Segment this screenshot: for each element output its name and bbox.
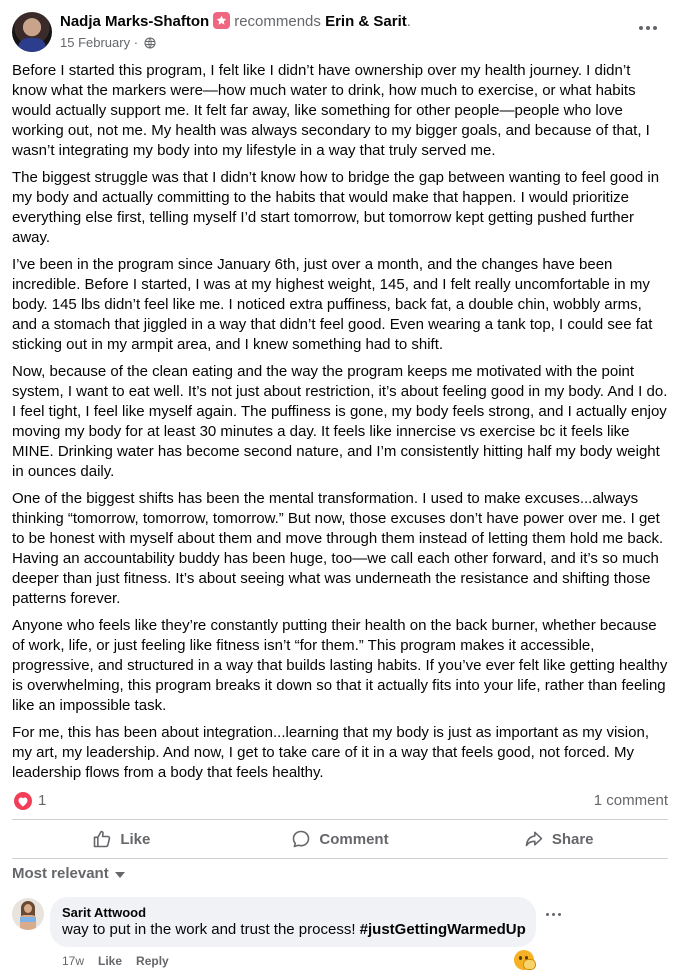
reaction-count[interactable]: 1 [38, 792, 47, 809]
comment-count-link[interactable]: 1 comment [593, 792, 668, 809]
comment-meta [62, 954, 169, 968]
recommends-text: recommends [234, 13, 321, 30]
share-icon [524, 829, 544, 849]
comment-reply-button[interactable]: Reply [136, 954, 169, 968]
post-more-button[interactable] [634, 18, 662, 38]
comment-icon [291, 829, 311, 849]
post-paragraph: The biggest struggle was that I didn’t know how to bridge the gap between wanting to feel good in my body and actually committing to the habits that would make that happen. I would prioritize everything else first, telling myself I’d start tomorrow, but tomorrow kept getting pushed further away. [12, 169, 660, 246]
post-date[interactable]: 15 February [60, 35, 131, 50]
post-paragraph: Now, because of the clean eating and the way the program keeps me motivated with the point system, I want to eat well. It’s not just about restriction, it’s about feeling good in my body. And I do. I feel tight, I feel like myself again. The puffiness is gone, my body feels strong, and I actually enjoy moving my body for at least 30 minutes a day. It feels like innercise vs exercise bc it feels like MINE. Drinking water has become second nature, and I’m consistently hitting half my body weight in ounces daily. [12, 363, 668, 480]
meta-separator: · [133, 35, 139, 50]
post-meta [60, 35, 156, 53]
author-line [60, 12, 411, 32]
author-avatar[interactable] [12, 12, 52, 52]
hashtag-link[interactable]: #justGettingWarmedUp [359, 921, 526, 938]
chevron-down-icon [115, 872, 125, 878]
comment-bubble [50, 897, 536, 947]
share-button[interactable] [449, 821, 668, 857]
sort-label: Most relevant [12, 865, 109, 882]
post-header [0, 0, 680, 60]
share-label: Share [551, 830, 594, 848]
post-text [12, 61, 668, 790]
like-button[interactable] [12, 821, 231, 857]
like-label: Like [120, 830, 151, 848]
divider [12, 819, 668, 820]
hug-emoji-icon[interactable] [514, 950, 534, 970]
author-name[interactable]: Nadja Marks-Shafton [60, 13, 210, 30]
comment-more-button[interactable] [546, 913, 561, 916]
star-badge-icon [213, 12, 230, 29]
commenter-name[interactable]: Sarit Attwood [62, 905, 147, 920]
target-suffix: . [406, 13, 411, 30]
recommended-page-link[interactable]: Erin & Sarit [325, 13, 407, 30]
comment-like-button[interactable]: Like [98, 954, 123, 968]
comment-text [62, 921, 526, 938]
comment-label: Comment [319, 830, 389, 848]
commenter-avatar[interactable] [12, 898, 44, 930]
post-actions [12, 821, 668, 857]
comment-time[interactable]: 17w [62, 954, 85, 968]
thumbs-up-icon [92, 829, 112, 849]
post-paragraph: For me, this has been about integration...learning that my body is just as important as my vision, my art, my leadership. And now, I get to take care of it in a way that feels good, not forced. My leadership flows from a body that feels healthy. [12, 724, 649, 781]
post-paragraph: I’ve been in the program since January 6th, just over a month, and the changes have been incredible. Before I started, I was at my highest weight, 145, and I felt really uncomfortable in my body. 145 lbs didn’t feel like me. I noticed extra puffiness, back fat, a double chin, wobbly arms, and a stomach that jiggled in a way that didn’t feel good. Even wearing a tank top, I could see fat sticking out in my armpit area, and I knew something had to shift. [12, 256, 653, 353]
reactions-summary [12, 791, 668, 811]
comment-body: way to put in the work and trust the process! [62, 921, 360, 938]
post-paragraph: Before I started this program, I felt like I didn’t have ownership over my health journey. I didn’t know what the markers were—how much water to drink, how much to exercise, or what habits would actually support me. It felt far away, like something for other people—people who love working out, not me. My health was always secondary to my bigger goals, and because of that, I wasn’t integrating my body into my lifestyle in a way that truly served me. [12, 62, 650, 159]
divider [12, 858, 668, 859]
post-paragraph: Anyone who feels like they’re constantly putting their health on the back burner, whether because of work, life, or just feeling like fitness isn’t “for them.” This program makes it accessible, progressive, and structured in a way that builds lasting habits. If you’ve ever felt like getting healthy is overwhelming, this program breaks it down so that it actually fits into your life, rather than feeling like an impossible task. [12, 617, 668, 714]
comment-button[interactable] [231, 821, 450, 857]
comment-sort-dropdown[interactable] [12, 865, 125, 882]
post-paragraph: One of the biggest shifts has been the mental transformation. I used to make excuses...always thinking “tomorrow, tomorrow, tomorrow.” But now, those excuses don’t have power over me. I get to be honest with myself about them and move through them instead of letting them hold me back. Having an accountability buddy has been huge, too—we call each other forward, and it’s so much deeper than just fitness. It’s about seeing what was underneath the resistance and shifting those patterns forever. [12, 490, 664, 607]
heart-icon[interactable] [14, 792, 32, 810]
globe-icon [144, 37, 156, 53]
